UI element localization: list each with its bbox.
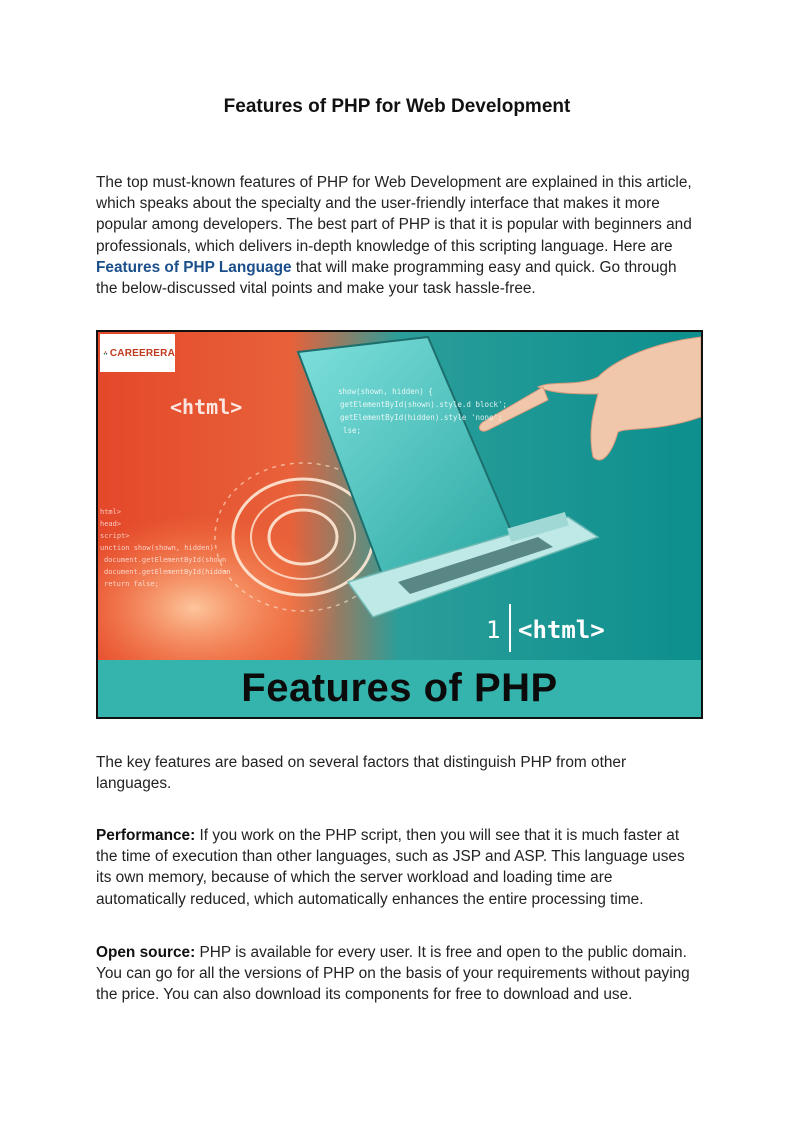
logo-text: CAREERERA <box>109 347 175 359</box>
html-tag-bottom: <html> <box>518 616 605 644</box>
performance-paragraph <box>96 825 696 910</box>
code-line-right-1: show(shown, hidden) { <box>338 387 433 396</box>
intro-paragraph <box>96 172 696 299</box>
html-tag-left: <html> <box>170 395 243 419</box>
code-line-left-2: head> <box>100 520 122 528</box>
features-of-php-banner <box>96 330 703 719</box>
code-line-left-6: document.getElementById(hidden <box>104 568 231 576</box>
intro-text-before: The top must-known features of PHP for Web Development are explained in this article, which speaks about the specialty and the user-friendly interface that makes it more popular among developers. The best part of PHP is that it is popular with beginners and professionals, which delivers in-depth knowledge of this scripting language. Here are <box>96 174 692 255</box>
code-line-left-5: document.getElementById(shown <box>104 556 227 564</box>
intro-text-after: that will make programming easy and quick. Go through the below-discussed vital points and make your task hassle-free. <box>96 258 677 298</box>
key-features-paragraph: The key features are based on several factors that distinguish PHP from other languages. <box>96 754 627 793</box>
code-line-right-2: getElementById(shown).style.d block'; <box>340 400 508 409</box>
features-of-php-language-link[interactable]: Features of PHP Language <box>96 258 292 276</box>
code-line-right-4: lse; <box>343 426 362 435</box>
open-source-paragraph <box>96 942 696 1006</box>
code-line-left-7: return false; <box>104 580 159 588</box>
careerera-logo <box>100 334 175 372</box>
performance-text: If you work on the PHP script, then you will see that it is much faster at the time of execution than other languages, such as JSP and ASP. This language uses its own memory, because of which the server workload and loading time are automatically reduced, which automatically enhances the entire processing time. <box>96 827 685 908</box>
page-title: Features of PHP for Web Development <box>223 96 571 117</box>
code-line-right-3: getElementById(hidden).style 'none'; <box>340 413 503 422</box>
banner-caption: Features of PHP <box>98 660 701 717</box>
open-source-label: Open source: <box>96 944 196 961</box>
line-number: 1 <box>486 616 501 644</box>
open-source-text: PHP is available for every user. It is free and open to the public domain. You can go for all the versions of PHP on the basis of your requirements without paying the price. You can also download its components for free to download and use. <box>96 944 690 1004</box>
code-line-left-4: unction show(shown, hidden) <box>100 544 214 552</box>
code-line-left-3: script> <box>100 532 130 540</box>
code-line-left-1: html> <box>100 508 122 516</box>
logo-mark-icon <box>103 342 108 364</box>
banner-illustration <box>98 332 701 660</box>
performance-label: Performance: <box>96 827 196 844</box>
